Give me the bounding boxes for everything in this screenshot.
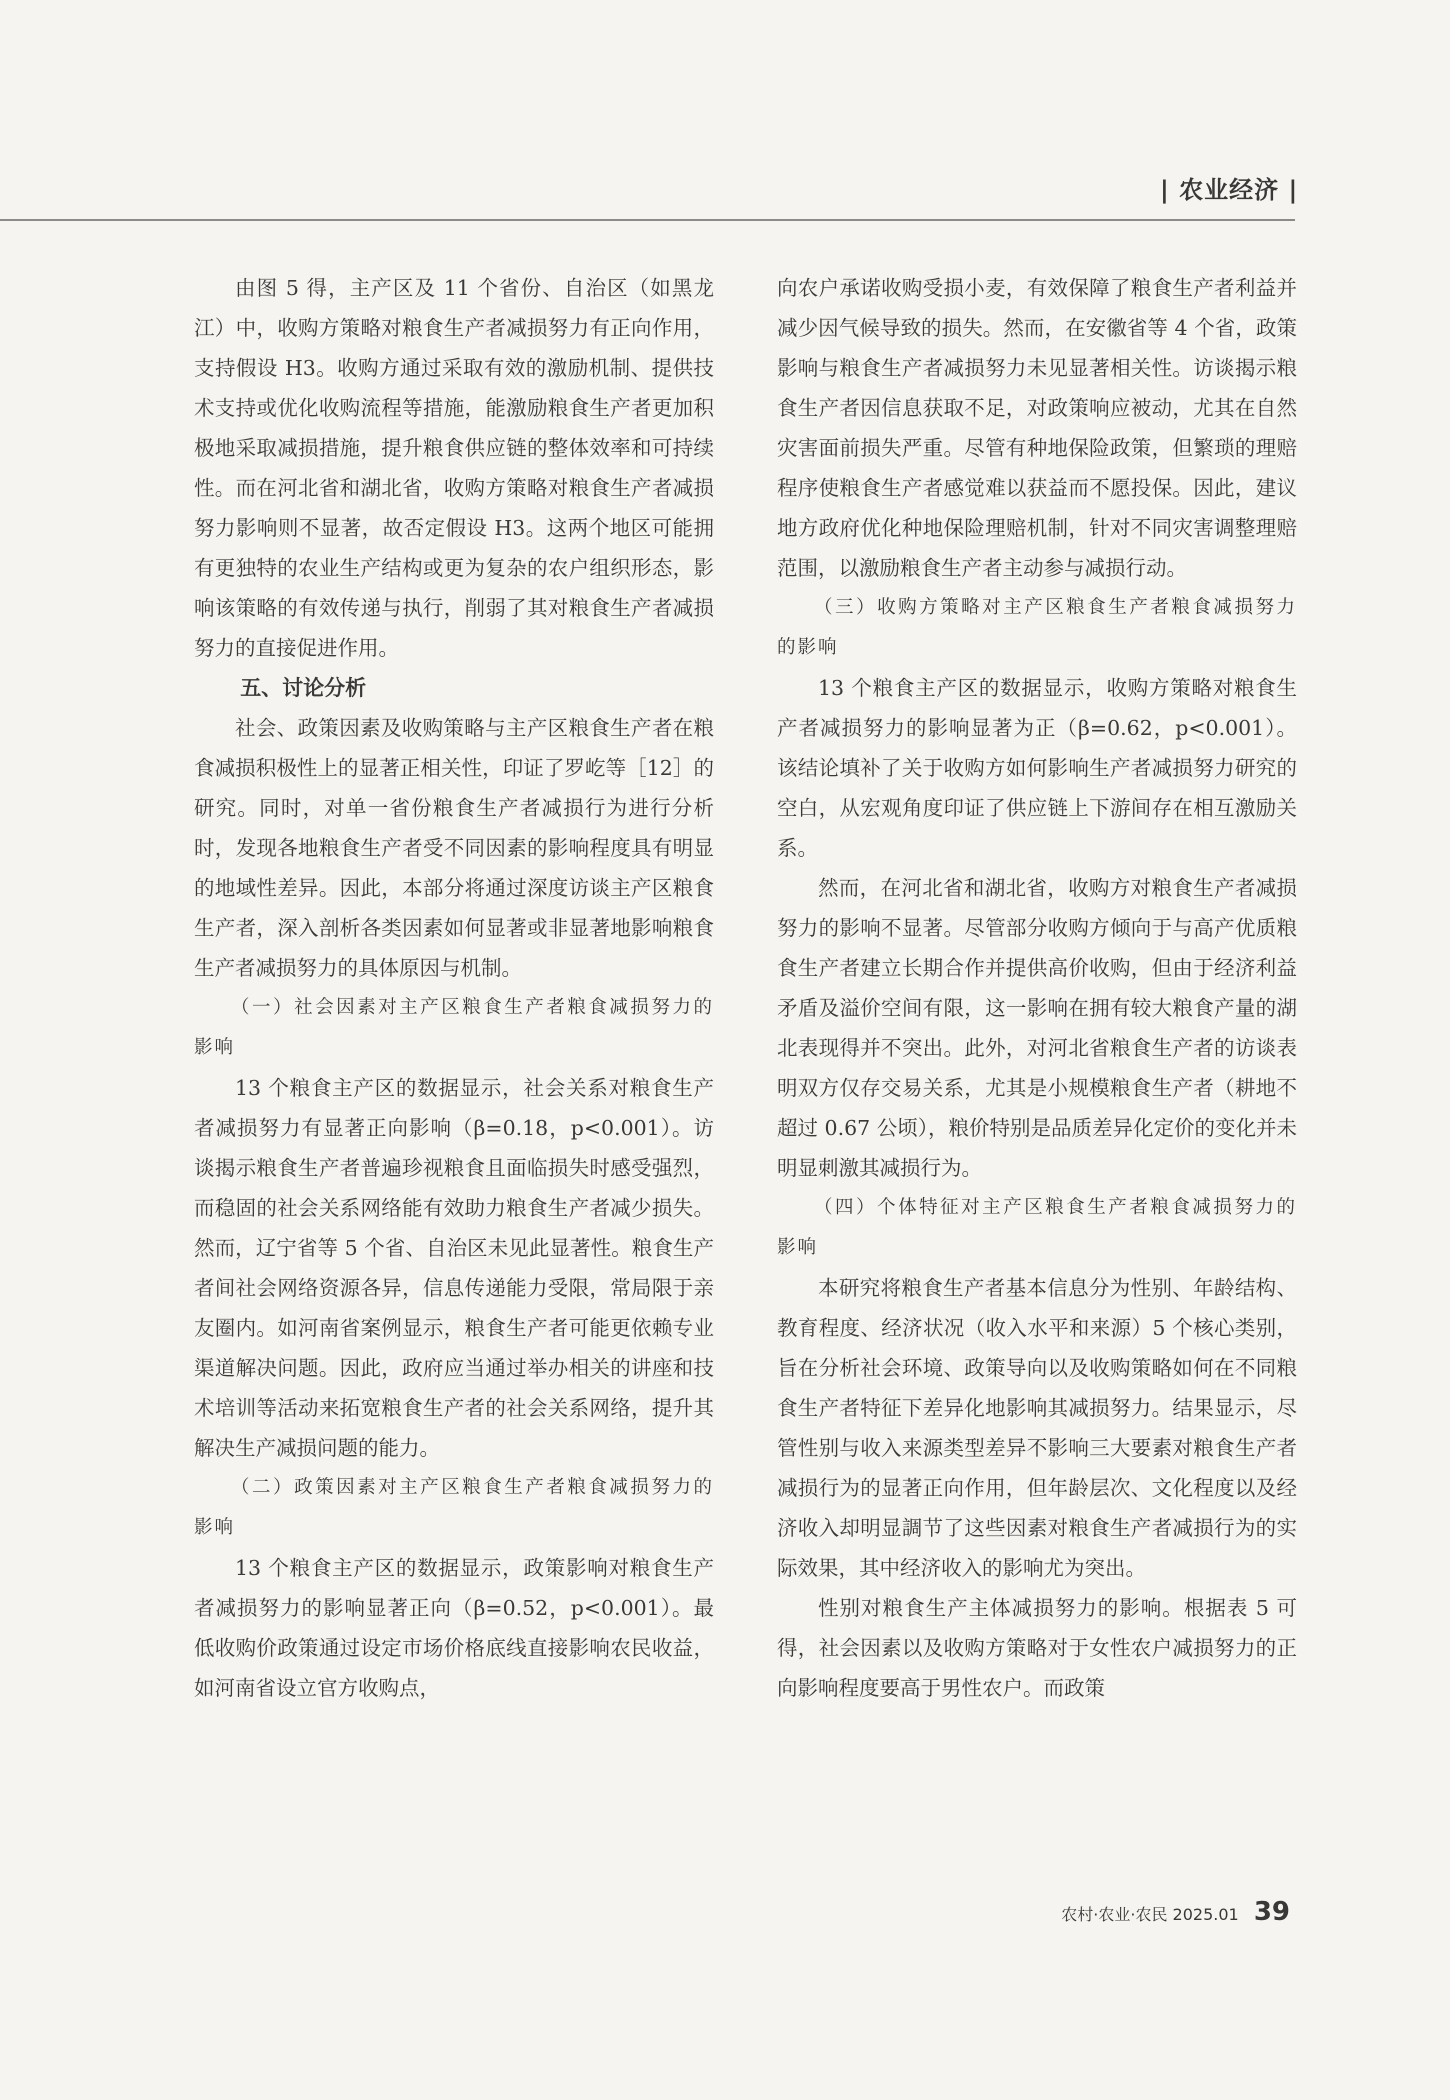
journal-name: 农村·农业·农民 2025.01 — [1061, 1905, 1239, 1924]
section-tag: | 农业经济 | — [1160, 176, 1299, 204]
paragraph: 13 个粮食主产区的数据显示，社会关系对粮食生产者减损努力有显著正向影响（β=0.18，p<0.001）。访谈揭示粮食生产者普遍珍视粮食且面临损失时感受强烈，而稳固的社会关系网络能有效助力粮食生产者减少损失。然而，辽宁省等 5 个省、自治区未见此显著性。粮食生产者间社会网络资源各异，信息传递能力受限，常局限于亲友圈内。如河南省案例显示，粮食生产者可能更依赖专业渠道解决问题。因此，政府应当通过举办相关的讲座和技术培训等活动来拓宽粮食生产者的社会关系网络，提升其解决生产减损问题的能力。 — [194, 1076, 714, 1460]
section-heading: 五、讨论分析 — [240, 676, 367, 700]
page-footer — [1061, 1897, 1290, 1927]
subsection-heading: （三）收购方策略对主产区粮食生产者粮食减损努力的影响 — [777, 597, 1297, 658]
paragraph: 本研究将粮食生产者基本信息分为性别、年龄结构、教育程度、经济状况（收入水平和来源）5 个核心类别，旨在分析社会环境、政策导向以及收购策略如何在不同粮食生产者特征下差异化地影响其减损努力。结果显示，尽管性别与收入来源类型差异不影响三大要素对粮食生产者减损行为的显著正向作用，但年龄层次、文化程度以及经济收入却明显調节了这些因素对粮食生产者减损行为的实际效果，其中经济收入的影响尤为突出。 — [777, 1276, 1297, 1580]
paragraph: 性别对粮食生产主体减损努力的影响。根据表 5 可得，社会因素以及收购方策略对于女性农户减损努力的正向影响程度要高于男性农户。而政策 — [777, 1596, 1297, 1700]
header-rule — [0, 219, 1295, 221]
page-number: 39 — [1253, 1897, 1290, 1927]
paragraph: 由图 5 得，主产区及 11 个省份、自治区（如黑龙江）中，收购方策略对粮食生产者减损努力有正向作用，支持假设 H3。收购方通过采取有效的激励机制、提供技术支持或优化收购流程等措施，能激励粮食生产者更加积极地采取减损措施，提升粮食供应链的整体效率和可持续性。而在河北省和湖北省，收购方策略对粮食生产者减损努力影响则不显著，故否定假设 H3。这两个地区可能拥有更独特的农业生产结构或更为复杂的农户组织形态，影响该策略的有效传递与执行，削弱了其对粮食生产者减损努力的直接促进作用。 — [194, 276, 714, 660]
paragraph: 然而，在河北省和湖北省，收购方对粮食生产者减损努力的影响不显著。尽管部分收购方倾向于与高产优质粮食生产者建立长期合作并提供高价收购，但由于经济利益矛盾及溢价空间有限，这一影响在拥有较大粮食产量的湖北表现得并不突出。此外，对河北省粮食生产者的访谈表明双方仅存交易关系，尤其是小规模粮食生产者（耕地不超过 0.67 公顷），粮价特别是品质差异化定价的变化并未明显刺激其减损行为。 — [777, 876, 1297, 1180]
paragraph: 13 个粮食主产区的数据显示，收购方策略对粮食生产者减损努力的影响显著为正（β=0.62，p<0.001）。该结论填补了关于收购方如何影响生产者减损努力研究的空白，从宏观角度印证了供应链上下游间存在相互激励关系。 — [777, 676, 1297, 860]
paragraph: 社会、政策因素及收购策略与主产区粮食生产者在粮食减损积极性上的显著正相关性，印证了罗屹等［12］的研究。同时，对单一省份粮食生产者减损行为进行分析时，发现各地粮食生产者受不同因素的影响程度具有明显的地域性差异。因此，本部分将通过深度访谈主产区粮食生产者，深入剖析各类因素如何显著或非显著地影响粮食生产者减损努力的具体原因与机制。 — [194, 716, 714, 980]
paragraph-continued: 向农户承诺收购受损小麦，有效保障了粮食生产者利益并减少因气候导致的损失。然而，在安徽省等 4 个省，政策影响与粮食生产者减损努力未见显著相关性。访谈揭示粮食生产者因信息获取不足，对政策响应被动，尤其在自然灾害面前损失严重。尽管有种地保险政策，但繁琐的理赔程序使粮食生产者感觉难以获益而不愿投保。因此，建议地方政府优化种地保险理赔机制，针对不同灾害调整理赔范围，以激励粮食生产者主动参与减损行动。 — [777, 276, 1297, 580]
subsection-heading: （一）社会因素对主产区粮食生产者粮食减损努力的影响 — [194, 997, 714, 1058]
left-column — [194, 268, 714, 1708]
right-column — [777, 268, 1297, 1708]
subsection-heading: （二）政策因素对主产区粮食生产者粮食减损努力的影响 — [194, 1477, 714, 1538]
subsection-heading: （四）个体特征对主产区粮食生产者粮食减损努力的影响 — [777, 1197, 1297, 1258]
paragraph: 13 个粮食主产区的数据显示，政策影响对粮食生产者减损努力的影响显著正向（β=0.52，p<0.001）。最低收购价政策通过设定市场价格底线直接影响农民收益，如河南省设立官方收购点， — [194, 1556, 714, 1700]
